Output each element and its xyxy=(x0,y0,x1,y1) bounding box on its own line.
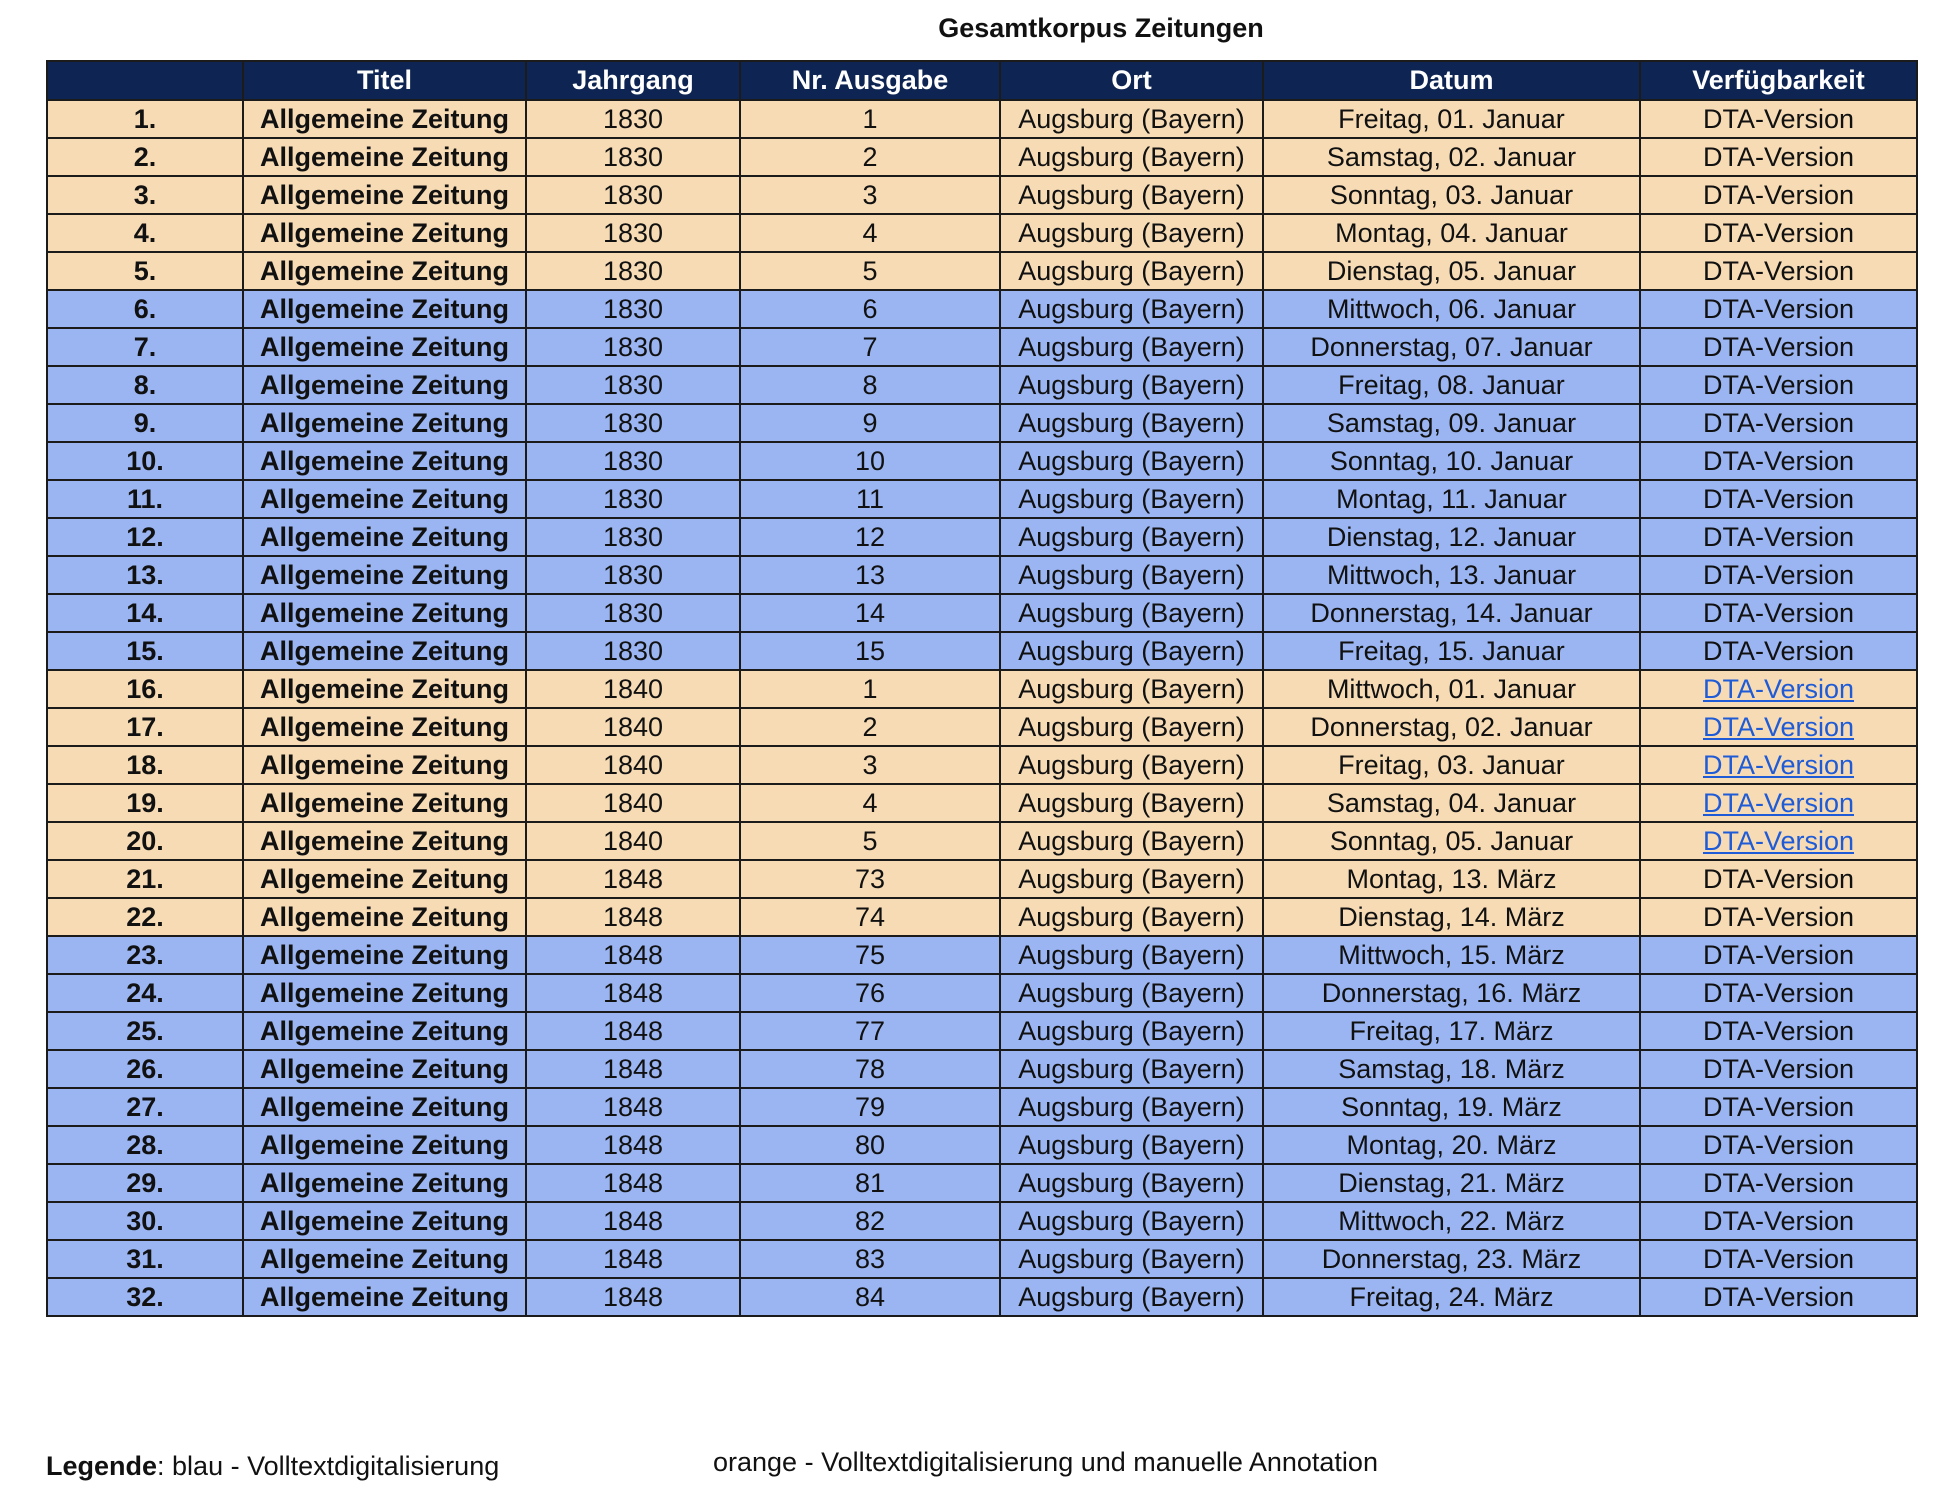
column-header-verfuegbarkeit: Verfügbarkeit xyxy=(1640,61,1917,100)
ort-cell: Augsburg (Bayern) xyxy=(1000,746,1263,784)
ausgabe-cell: 12 xyxy=(740,518,1000,556)
column-header-number xyxy=(47,61,243,100)
ort-cell: Augsburg (Bayern) xyxy=(1000,556,1263,594)
legend-orange xyxy=(713,1444,1378,1480)
row-number-cell: 29. xyxy=(47,1164,243,1202)
verfuegbarkeit-cell: DTA-Version xyxy=(1640,1278,1917,1316)
verfuegbarkeit-cell xyxy=(1640,670,1917,708)
jahrgang-cell: 1848 xyxy=(526,936,740,974)
row-number-cell: 2. xyxy=(47,138,243,176)
jahrgang-cell: 1848 xyxy=(526,898,740,936)
ausgabe-cell: 5 xyxy=(740,252,1000,290)
verfuegbarkeit-cell: DTA-Version xyxy=(1640,328,1917,366)
titel-cell: Allgemeine Zeitung xyxy=(243,366,526,404)
ort-cell: Augsburg (Bayern) xyxy=(1000,1164,1263,1202)
row-number-cell: 8. xyxy=(47,366,243,404)
datum-cell: Donnerstag, 23. März xyxy=(1263,1240,1640,1278)
ort-cell: Augsburg (Bayern) xyxy=(1000,1202,1263,1240)
verfuegbarkeit-cell: DTA-Version xyxy=(1640,442,1917,480)
corpus-table xyxy=(46,60,1918,1317)
titel-cell: Allgemeine Zeitung xyxy=(243,1012,526,1050)
ort-cell: Augsburg (Bayern) xyxy=(1000,1050,1263,1088)
verfuegbarkeit-cell: DTA-Version xyxy=(1640,1126,1917,1164)
dta-version-link[interactable]: DTA-Version xyxy=(1702,673,1855,704)
table-row xyxy=(47,138,1917,176)
datum-cell: Donnerstag, 14. Januar xyxy=(1263,594,1640,632)
datum-cell: Freitag, 03. Januar xyxy=(1263,746,1640,784)
ort-cell: Augsburg (Bayern) xyxy=(1000,1278,1263,1316)
verfuegbarkeit-cell: DTA-Version xyxy=(1640,252,1917,290)
ort-cell: Augsburg (Bayern) xyxy=(1000,328,1263,366)
titel-cell: Allgemeine Zeitung xyxy=(243,518,526,556)
row-number-cell: 20. xyxy=(47,822,243,860)
row-number-cell: 15. xyxy=(47,632,243,670)
table-row xyxy=(47,214,1917,252)
datum-cell: Sonntag, 10. Januar xyxy=(1263,442,1640,480)
ort-cell: Augsburg (Bayern) xyxy=(1000,252,1263,290)
row-number-cell: 11. xyxy=(47,480,243,518)
row-number-cell: 23. xyxy=(47,936,243,974)
row-number-cell: 1. xyxy=(47,100,243,138)
datum-cell: Samstag, 02. Januar xyxy=(1263,138,1640,176)
ausgabe-cell: 4 xyxy=(740,784,1000,822)
verfuegbarkeit-cell: DTA-Version xyxy=(1640,860,1917,898)
ort-cell: Augsburg (Bayern) xyxy=(1000,480,1263,518)
ausgabe-cell: 3 xyxy=(740,746,1000,784)
row-number-cell: 6. xyxy=(47,290,243,328)
table-row xyxy=(47,670,1917,708)
dta-version-link[interactable]: DTA-Version xyxy=(1702,825,1855,856)
row-number-cell: 17. xyxy=(47,708,243,746)
titel-cell: Allgemeine Zeitung xyxy=(243,176,526,214)
titel-cell: Allgemeine Zeitung xyxy=(243,1240,526,1278)
jahrgang-cell: 1840 xyxy=(526,670,740,708)
datum-cell: Mittwoch, 01. Januar xyxy=(1263,670,1640,708)
row-number-cell: 19. xyxy=(47,784,243,822)
row-number-cell: 32. xyxy=(47,1278,243,1316)
verfuegbarkeit-cell: DTA-Version xyxy=(1640,214,1917,252)
titel-cell: Allgemeine Zeitung xyxy=(243,138,526,176)
table-row xyxy=(47,1240,1917,1278)
dta-version-link[interactable]: DTA-Version xyxy=(1702,711,1855,742)
datum-cell: Dienstag, 21. März xyxy=(1263,1164,1640,1202)
titel-cell: Allgemeine Zeitung xyxy=(243,480,526,518)
jahrgang-cell: 1848 xyxy=(526,1164,740,1202)
jahrgang-cell: 1848 xyxy=(526,1126,740,1164)
titel-cell: Allgemeine Zeitung xyxy=(243,670,526,708)
legend-orange-text: orange - Volltextdigitalisierung und manuelle Annotation xyxy=(713,1447,1378,1477)
titel-cell: Allgemeine Zeitung xyxy=(243,556,526,594)
ort-cell: Augsburg (Bayern) xyxy=(1000,860,1263,898)
verfuegbarkeit-cell: DTA-Version xyxy=(1640,1050,1917,1088)
verfuegbarkeit-cell: DTA-Version xyxy=(1640,594,1917,632)
ort-cell: Augsburg (Bayern) xyxy=(1000,1012,1263,1050)
datum-cell: Montag, 20. März xyxy=(1263,1126,1640,1164)
ausgabe-cell: 74 xyxy=(740,898,1000,936)
datum-cell: Freitag, 15. Januar xyxy=(1263,632,1640,670)
column-header-titel: Titel xyxy=(243,61,526,100)
ausgabe-cell: 4 xyxy=(740,214,1000,252)
row-number-cell: 21. xyxy=(47,860,243,898)
ort-cell: Augsburg (Bayern) xyxy=(1000,176,1263,214)
jahrgang-cell: 1840 xyxy=(526,784,740,822)
verfuegbarkeit-cell: DTA-Version xyxy=(1640,480,1917,518)
ausgabe-cell: 2 xyxy=(740,138,1000,176)
table-row xyxy=(47,1088,1917,1126)
table-row xyxy=(47,480,1917,518)
datum-cell: Donnerstag, 07. Januar xyxy=(1263,328,1640,366)
ort-cell: Augsburg (Bayern) xyxy=(1000,442,1263,480)
column-header-jahrgang: Jahrgang xyxy=(526,61,740,100)
table-row xyxy=(47,404,1917,442)
ort-cell: Augsburg (Bayern) xyxy=(1000,366,1263,404)
datum-cell: Mittwoch, 13. Januar xyxy=(1263,556,1640,594)
titel-cell: Allgemeine Zeitung xyxy=(243,860,526,898)
jahrgang-cell: 1830 xyxy=(526,404,740,442)
titel-cell: Allgemeine Zeitung xyxy=(243,290,526,328)
titel-cell: Allgemeine Zeitung xyxy=(243,1202,526,1240)
jahrgang-cell: 1830 xyxy=(526,594,740,632)
titel-cell: Allgemeine Zeitung xyxy=(243,822,526,860)
ausgabe-cell: 79 xyxy=(740,1088,1000,1126)
datum-cell: Mittwoch, 06. Januar xyxy=(1263,290,1640,328)
jahrgang-cell: 1830 xyxy=(526,442,740,480)
table-header-row xyxy=(47,61,1917,100)
titel-cell: Allgemeine Zeitung xyxy=(243,1050,526,1088)
ausgabe-cell: 3 xyxy=(740,176,1000,214)
jahrgang-cell: 1830 xyxy=(526,328,740,366)
table-row xyxy=(47,1278,1917,1316)
datum-cell: Dienstag, 12. Januar xyxy=(1263,518,1640,556)
ausgabe-cell: 14 xyxy=(740,594,1000,632)
ausgabe-cell: 8 xyxy=(740,366,1000,404)
table-row xyxy=(47,328,1917,366)
table-row xyxy=(47,252,1917,290)
ausgabe-cell: 77 xyxy=(740,1012,1000,1050)
ausgabe-cell: 83 xyxy=(740,1240,1000,1278)
ausgabe-cell: 84 xyxy=(740,1278,1000,1316)
row-number-cell: 10. xyxy=(47,442,243,480)
row-number-cell: 30. xyxy=(47,1202,243,1240)
row-number-cell: 12. xyxy=(47,518,243,556)
titel-cell: Allgemeine Zeitung xyxy=(243,708,526,746)
ausgabe-cell: 2 xyxy=(740,708,1000,746)
verfuegbarkeit-cell: DTA-Version xyxy=(1640,176,1917,214)
ausgabe-cell: 1 xyxy=(740,670,1000,708)
datum-cell: Montag, 11. Januar xyxy=(1263,480,1640,518)
table-row xyxy=(47,1164,1917,1202)
dta-version-link[interactable]: DTA-Version xyxy=(1702,787,1855,818)
ausgabe-cell: 5 xyxy=(740,822,1000,860)
jahrgang-cell: 1830 xyxy=(526,290,740,328)
jahrgang-cell: 1848 xyxy=(526,1088,740,1126)
jahrgang-cell: 1830 xyxy=(526,556,740,594)
table-row xyxy=(47,936,1917,974)
titel-cell: Allgemeine Zeitung xyxy=(243,252,526,290)
ort-cell: Augsburg (Bayern) xyxy=(1000,290,1263,328)
column-header-datum: Datum xyxy=(1263,61,1640,100)
titel-cell: Allgemeine Zeitung xyxy=(243,442,526,480)
titel-cell: Allgemeine Zeitung xyxy=(243,1126,526,1164)
datum-cell: Montag, 04. Januar xyxy=(1263,214,1640,252)
ort-cell: Augsburg (Bayern) xyxy=(1000,670,1263,708)
ausgabe-cell: 80 xyxy=(740,1126,1000,1164)
page-title-text: Gesamtkorpus Zeitungen xyxy=(938,13,1264,43)
row-number-cell: 22. xyxy=(47,898,243,936)
verfuegbarkeit-cell: DTA-Version xyxy=(1640,404,1917,442)
titel-cell: Allgemeine Zeitung xyxy=(243,1278,526,1316)
table-row xyxy=(47,822,1917,860)
row-number-cell: 25. xyxy=(47,1012,243,1050)
ausgabe-cell: 15 xyxy=(740,632,1000,670)
jahrgang-cell: 1840 xyxy=(526,822,740,860)
ausgabe-cell: 11 xyxy=(740,480,1000,518)
table-row xyxy=(47,632,1917,670)
legend-blue xyxy=(46,1448,499,1484)
jahrgang-cell: 1830 xyxy=(526,632,740,670)
table-row xyxy=(47,594,1917,632)
datum-cell: Samstag, 18. März xyxy=(1263,1050,1640,1088)
ausgabe-cell: 9 xyxy=(740,404,1000,442)
ausgabe-cell: 13 xyxy=(740,556,1000,594)
verfuegbarkeit-cell xyxy=(1640,708,1917,746)
ausgabe-cell: 1 xyxy=(740,100,1000,138)
ort-cell: Augsburg (Bayern) xyxy=(1000,822,1263,860)
jahrgang-cell: 1830 xyxy=(526,366,740,404)
column-header-ausgabe: Nr. Ausgabe xyxy=(740,61,1000,100)
verfuegbarkeit-cell xyxy=(1640,746,1917,784)
row-number-cell: 18. xyxy=(47,746,243,784)
ort-cell: Augsburg (Bayern) xyxy=(1000,518,1263,556)
table-row xyxy=(47,518,1917,556)
ort-cell: Augsburg (Bayern) xyxy=(1000,138,1263,176)
jahrgang-cell: 1830 xyxy=(526,214,740,252)
ausgabe-cell: 82 xyxy=(740,1202,1000,1240)
ort-cell: Augsburg (Bayern) xyxy=(1000,632,1263,670)
datum-cell: Samstag, 09. Januar xyxy=(1263,404,1640,442)
table-row xyxy=(47,442,1917,480)
table-row xyxy=(47,860,1917,898)
datum-cell: Mittwoch, 22. März xyxy=(1263,1202,1640,1240)
verfuegbarkeit-cell xyxy=(1640,822,1917,860)
datum-cell: Freitag, 01. Januar xyxy=(1263,100,1640,138)
titel-cell: Allgemeine Zeitung xyxy=(243,936,526,974)
ausgabe-cell: 78 xyxy=(740,1050,1000,1088)
ort-cell: Augsburg (Bayern) xyxy=(1000,936,1263,974)
titel-cell: Allgemeine Zeitung xyxy=(243,328,526,366)
titel-cell: Allgemeine Zeitung xyxy=(243,898,526,936)
table-row xyxy=(47,1012,1917,1050)
row-number-cell: 9. xyxy=(47,404,243,442)
table-row xyxy=(47,556,1917,594)
row-number-cell: 28. xyxy=(47,1126,243,1164)
verfuegbarkeit-cell: DTA-Version xyxy=(1640,1012,1917,1050)
table-row xyxy=(47,1202,1917,1240)
jahrgang-cell: 1848 xyxy=(526,1202,740,1240)
ort-cell: Augsburg (Bayern) xyxy=(1000,898,1263,936)
ort-cell: Augsburg (Bayern) xyxy=(1000,404,1263,442)
ausgabe-cell: 10 xyxy=(740,442,1000,480)
ausgabe-cell: 6 xyxy=(740,290,1000,328)
table-row xyxy=(47,784,1917,822)
row-number-cell: 27. xyxy=(47,1088,243,1126)
datum-cell: Samstag, 04. Januar xyxy=(1263,784,1640,822)
datum-cell: Dienstag, 14. März xyxy=(1263,898,1640,936)
titel-cell: Allgemeine Zeitung xyxy=(243,214,526,252)
verfuegbarkeit-cell: DTA-Version xyxy=(1640,290,1917,328)
datum-cell: Dienstag, 05. Januar xyxy=(1263,252,1640,290)
datum-cell: Donnerstag, 02. Januar xyxy=(1263,708,1640,746)
jahrgang-cell: 1848 xyxy=(526,974,740,1012)
verfuegbarkeit-cell: DTA-Version xyxy=(1640,1088,1917,1126)
table-row xyxy=(47,1050,1917,1088)
table-row xyxy=(47,708,1917,746)
row-number-cell: 3. xyxy=(47,176,243,214)
ausgabe-cell: 76 xyxy=(740,974,1000,1012)
row-number-cell: 5. xyxy=(47,252,243,290)
verfuegbarkeit-cell: DTA-Version xyxy=(1640,936,1917,974)
jahrgang-cell: 1830 xyxy=(526,480,740,518)
ausgabe-cell: 7 xyxy=(740,328,1000,366)
ort-cell: Augsburg (Bayern) xyxy=(1000,708,1263,746)
datum-cell: Montag, 13. März xyxy=(1263,860,1640,898)
titel-cell: Allgemeine Zeitung xyxy=(243,404,526,442)
verfuegbarkeit-cell: DTA-Version xyxy=(1640,898,1917,936)
verfuegbarkeit-cell: DTA-Version xyxy=(1640,138,1917,176)
jahrgang-cell: 1840 xyxy=(526,746,740,784)
row-number-cell: 14. xyxy=(47,594,243,632)
column-header-ort: Ort xyxy=(1000,61,1263,100)
ort-cell: Augsburg (Bayern) xyxy=(1000,974,1263,1012)
verfuegbarkeit-cell: DTA-Version xyxy=(1640,518,1917,556)
table-row xyxy=(47,746,1917,784)
ort-cell: Augsburg (Bayern) xyxy=(1000,1126,1263,1164)
table-row xyxy=(47,1126,1917,1164)
ort-cell: Augsburg (Bayern) xyxy=(1000,214,1263,252)
ort-cell: Augsburg (Bayern) xyxy=(1000,1088,1263,1126)
table-row xyxy=(47,366,1917,404)
verfuegbarkeit-cell: DTA-Version xyxy=(1640,1240,1917,1278)
datum-cell: Freitag, 08. Januar xyxy=(1263,366,1640,404)
ausgabe-cell: 81 xyxy=(740,1164,1000,1202)
ort-cell: Augsburg (Bayern) xyxy=(1000,784,1263,822)
titel-cell: Allgemeine Zeitung xyxy=(243,974,526,1012)
ort-cell: Augsburg (Bayern) xyxy=(1000,594,1263,632)
jahrgang-cell: 1830 xyxy=(526,138,740,176)
jahrgang-cell: 1848 xyxy=(526,1278,740,1316)
jahrgang-cell: 1830 xyxy=(526,518,740,556)
table-row xyxy=(47,974,1917,1012)
table-row xyxy=(47,898,1917,936)
table-row xyxy=(47,290,1917,328)
row-number-cell: 7. xyxy=(47,328,243,366)
datum-cell: Sonntag, 03. Januar xyxy=(1263,176,1640,214)
datum-cell: Sonntag, 19. März xyxy=(1263,1088,1640,1126)
row-number-cell: 16. xyxy=(47,670,243,708)
titel-cell: Allgemeine Zeitung xyxy=(243,746,526,784)
datum-cell: Donnerstag, 16. März xyxy=(1263,974,1640,1012)
table-row xyxy=(47,100,1917,138)
row-number-cell: 13. xyxy=(47,556,243,594)
jahrgang-cell: 1848 xyxy=(526,1012,740,1050)
ausgabe-cell: 75 xyxy=(740,936,1000,974)
titel-cell: Allgemeine Zeitung xyxy=(243,632,526,670)
verfuegbarkeit-cell: DTA-Version xyxy=(1640,556,1917,594)
row-number-cell: 31. xyxy=(47,1240,243,1278)
verfuegbarkeit-cell: DTA-Version xyxy=(1640,974,1917,1012)
row-number-cell: 24. xyxy=(47,974,243,1012)
titel-cell: Allgemeine Zeitung xyxy=(243,100,526,138)
verfuegbarkeit-cell: DTA-Version xyxy=(1640,366,1917,404)
ausgabe-cell: 73 xyxy=(740,860,1000,898)
row-number-cell: 26. xyxy=(47,1050,243,1088)
datum-cell: Freitag, 24. März xyxy=(1263,1278,1640,1316)
verfuegbarkeit-cell: DTA-Version xyxy=(1640,632,1917,670)
row-number-cell: 4. xyxy=(47,214,243,252)
titel-cell: Allgemeine Zeitung xyxy=(243,1088,526,1126)
datum-cell: Sonntag, 05. Januar xyxy=(1263,822,1640,860)
titel-cell: Allgemeine Zeitung xyxy=(243,594,526,632)
dta-version-link[interactable]: DTA-Version xyxy=(1702,749,1855,780)
page-title xyxy=(0,8,1958,48)
jahrgang-cell: 1848 xyxy=(526,860,740,898)
datum-cell: Mittwoch, 15. März xyxy=(1263,936,1640,974)
jahrgang-cell: 1830 xyxy=(526,176,740,214)
jahrgang-cell: 1830 xyxy=(526,252,740,290)
ort-cell: Augsburg (Bayern) xyxy=(1000,100,1263,138)
jahrgang-cell: 1840 xyxy=(526,708,740,746)
jahrgang-cell: 1848 xyxy=(526,1050,740,1088)
verfuegbarkeit-cell xyxy=(1640,784,1917,822)
verfuegbarkeit-cell: DTA-Version xyxy=(1640,1164,1917,1202)
titel-cell: Allgemeine Zeitung xyxy=(243,1164,526,1202)
datum-cell: Freitag, 17. März xyxy=(1263,1012,1640,1050)
legend-blue-text: : blau - Volltextdigitalisierung xyxy=(157,1451,500,1481)
verfuegbarkeit-cell: DTA-Version xyxy=(1640,1202,1917,1240)
jahrgang-cell: 1848 xyxy=(526,1240,740,1278)
verfuegbarkeit-cell: DTA-Version xyxy=(1640,100,1917,138)
jahrgang-cell: 1830 xyxy=(526,100,740,138)
titel-cell: Allgemeine Zeitung xyxy=(243,784,526,822)
ort-cell: Augsburg (Bayern) xyxy=(1000,1240,1263,1278)
legend-label: Legende xyxy=(46,1451,158,1481)
table-row xyxy=(47,176,1917,214)
